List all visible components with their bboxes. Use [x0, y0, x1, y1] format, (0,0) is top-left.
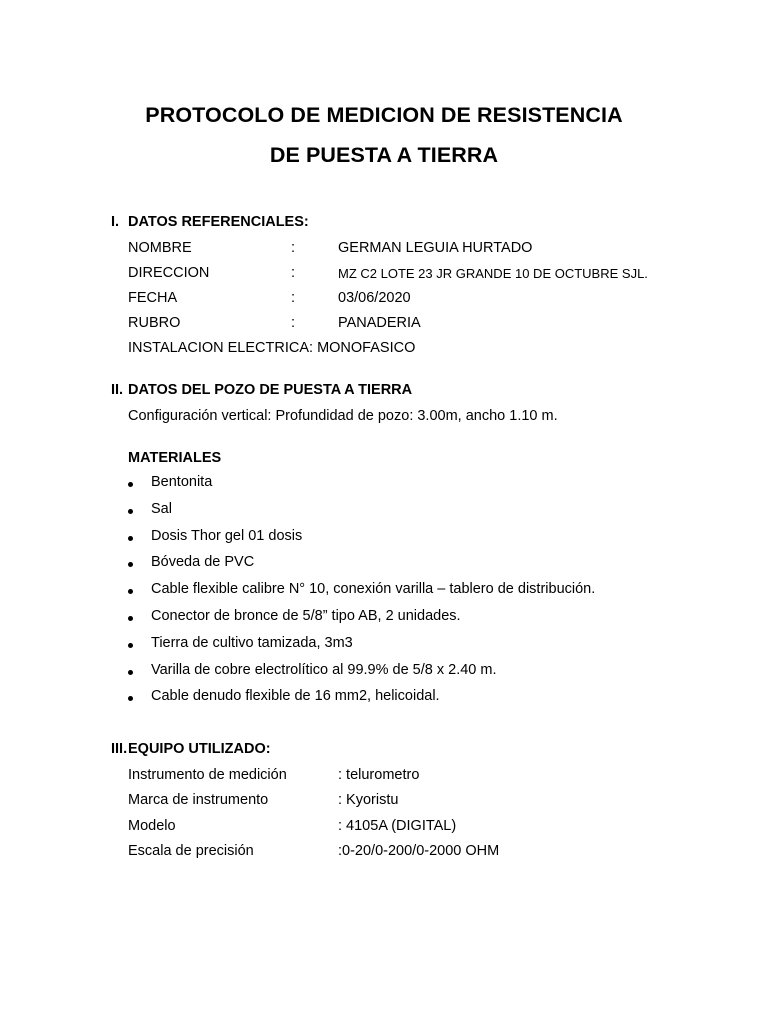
bullet-icon	[128, 696, 133, 701]
bullet-icon	[128, 536, 133, 541]
bullet-icon	[128, 509, 133, 514]
list-item-text: Cable denudo flexible de 16 mm2, helicoidal.	[151, 688, 440, 705]
equipment-label: Modelo	[128, 818, 176, 834]
list-item-text: Sal	[151, 500, 172, 517]
bullet-icon	[128, 643, 133, 648]
field-separator: :	[291, 240, 296, 256]
field-separator: :	[291, 315, 296, 331]
field-value: 03/06/2020	[338, 290, 411, 306]
section-1-title: DATOS REFERENCIALES:	[128, 214, 309, 230]
equipment-label: Instrumento de medición	[128, 767, 287, 783]
field-value: MZ C2 LOTE 23 JR GRANDE 10 DE OCTUBRE SJL.	[338, 266, 648, 281]
equipment-value: :0-20/0-200/0-2000 OHM	[338, 843, 500, 859]
equipment-label: Escala de precisión	[128, 843, 254, 859]
equipment-value: : 4105A (DIGITAL)	[338, 818, 457, 834]
field-label: FECHA	[128, 290, 178, 306]
list-item-text: Bentonita	[151, 474, 213, 490]
equipment-label: Marca de instrumento	[128, 792, 269, 808]
equipment-value: : Kyoristu	[338, 792, 399, 808]
section-3-title: EQUIPO UTILIZADO:	[128, 741, 271, 757]
bullet-icon	[128, 670, 133, 675]
section-3-heading	[111, 741, 271, 757]
list-item-text: Cable flexible calibre N° 10, conexión varilla – tablero de distribución.	[151, 581, 596, 598]
list-item-text: Varilla de cobre electrolítico al 99.9% de 5/8 x 2.40 m.	[151, 661, 497, 678]
field-label: NOMBRE	[128, 240, 192, 256]
list-item-text: Dosis Thor gel 01 dosis	[151, 527, 303, 544]
section-2-heading	[111, 382, 412, 398]
list-item-text: Conector de bronce de 5/8” tipo AB, 2 unidades.	[151, 607, 461, 624]
section-2-title: DATOS DEL POZO DE PUESTA A TIERRA	[128, 382, 413, 398]
list-item-text: Tierra de cultivo tamizada, 3m3	[151, 634, 353, 651]
field-separator: :	[291, 290, 296, 306]
section-3-number: III.	[111, 741, 128, 757]
section-1-heading	[111, 214, 309, 230]
document-title-line-1: PROTOCOLO DE MEDICION DE RESISTENCIA	[145, 103, 623, 127]
field-label: RUBRO	[128, 315, 181, 331]
list-item-text: Bóveda de PVC	[151, 554, 255, 571]
equipment-value: : telurometro	[338, 767, 420, 783]
bullet-icon	[128, 616, 133, 621]
field-separator: :	[291, 265, 296, 281]
installation-type: INSTALACION ELECTRICA: MONOFASICO	[128, 340, 416, 356]
field-label: DIRECCION	[128, 265, 210, 281]
well-configuration: Configuración vertical: Profundidad de pozo: 3.00m, ancho 1.10 m.	[128, 408, 558, 424]
field-value: GERMAN LEGUIA HURTADO	[338, 240, 533, 256]
bullet-icon	[128, 482, 133, 487]
bullet-icon	[128, 589, 133, 594]
document-title-line-2: DE PUESTA A TIERRA	[269, 143, 499, 167]
bullet-icon	[128, 562, 133, 567]
materials-heading: MATERIALES	[128, 450, 222, 466]
section-1-number: I.	[111, 214, 120, 230]
section-2-number: II.	[111, 382, 124, 398]
field-value: PANADERIA	[338, 315, 421, 331]
